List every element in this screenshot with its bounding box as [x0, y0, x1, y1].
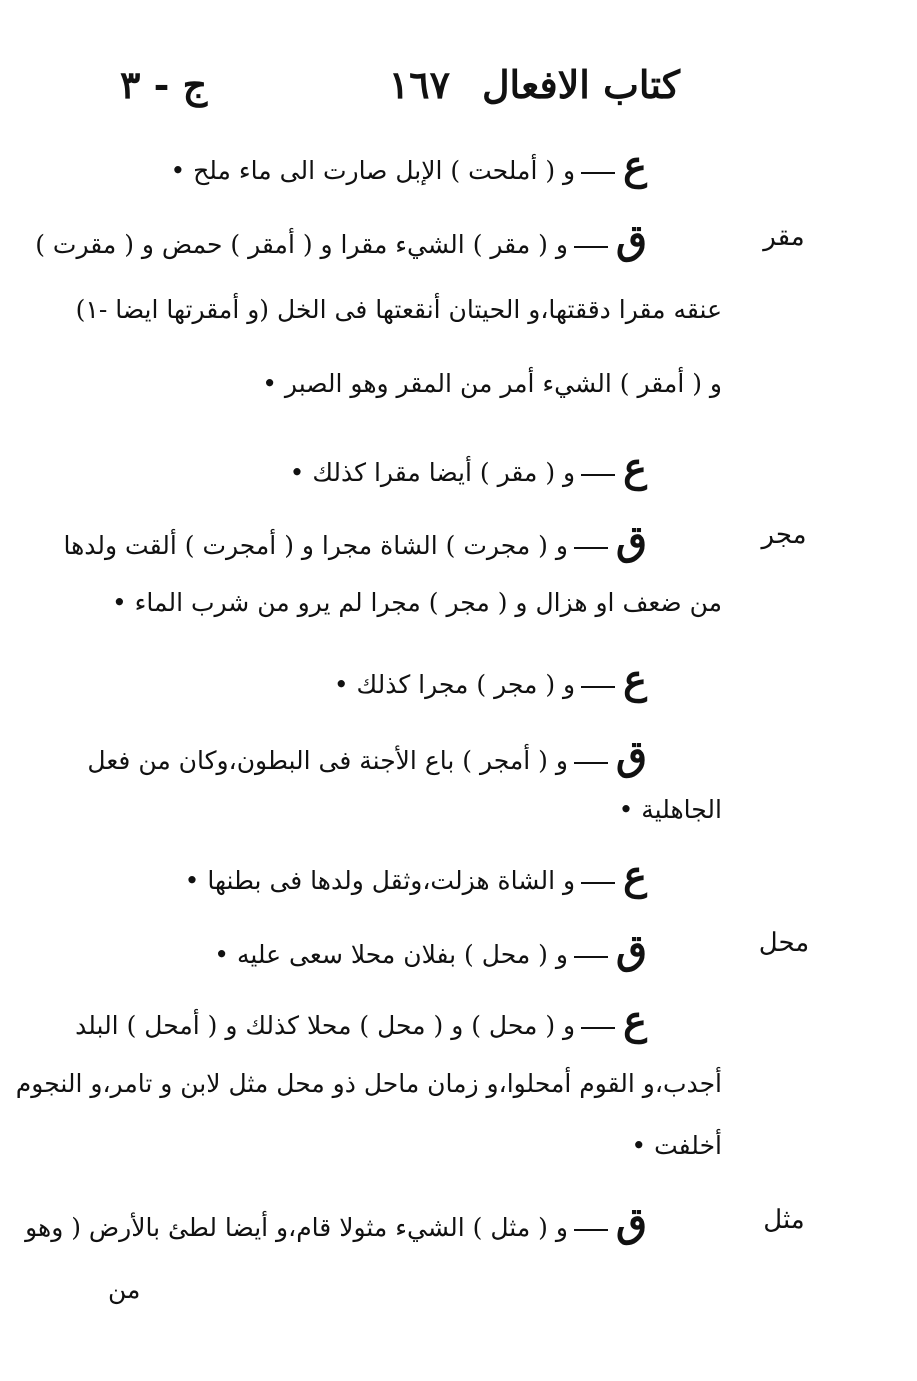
entry-marker: ق: [615, 732, 647, 779]
line-text: و ( مقر ) أيضا مقرا كذلك •: [289, 458, 576, 487]
page-header: [100, 62, 700, 122]
line-text: و ( محل ) بفلان محلا سعى عليه •: [214, 940, 568, 969]
line-text: و ( محل ) و ( محل ) محلا كذلك و ( أمحل ) البلد: [75, 1011, 576, 1040]
entry-marker: ع: [623, 997, 647, 1044]
text-line: [25, 1195, 647, 1251]
line-text: و الشاة هزلت،وثقل ولدها فى بطنها •: [184, 866, 576, 895]
entry-marker: ع: [623, 656, 647, 703]
margin-root-majr: مجر: [761, 520, 807, 550]
line-text: و ( أمجر ) باع الأجنة فى البطون،وكان من فعل: [87, 746, 568, 775]
entry-marker: ق: [615, 216, 647, 263]
line-text: و ( مجرت ) الشاة مجرا و ( أمجرت ) ألقت ولدها: [63, 531, 568, 560]
line-text: و ( أملحت ) الإبل صارت الى ماء ملح •: [170, 156, 576, 185]
text-line: [214, 922, 647, 978]
line-text: الجاهلية •: [618, 795, 722, 824]
text-line: [112, 585, 722, 620]
text-line: [108, 1272, 140, 1307]
entry-marker: ق: [615, 926, 647, 973]
text-line: [87, 728, 647, 784]
line-text: أخلفت •: [631, 1131, 722, 1160]
text-line: [619, 792, 722, 827]
text-line: [75, 993, 647, 1049]
text-line: [170, 138, 647, 194]
text-line: [334, 652, 647, 708]
entry-marker: ع: [623, 852, 647, 899]
text-line: [63, 513, 647, 569]
line-text: أجدب،و القوم أمحلوا،و زمان ماحل ذو محل مثل لابن و تامر،و النجوم: [15, 1069, 722, 1098]
margin-root-mahl: محل: [758, 928, 810, 958]
line-text: و ( أمقر ) الشيء أمر من المقر وهو الصبر •: [262, 369, 722, 398]
line-text: عنقه مقرا دققتها،و الحيتان أنقعتها فى الخل (و أمقرتها ايضا -١): [75, 295, 722, 324]
margin-root-maqr: مقر: [763, 222, 805, 252]
book-title: كتاب الافعال: [481, 62, 680, 107]
text-line: [35, 212, 647, 268]
entry-marker: ق: [615, 1199, 647, 1246]
volume-number: ج - ٣: [120, 62, 208, 107]
line-text: و ( مقر ) الشيء مقرا و ( أمقر ) حمض و ( مقرت ): [35, 230, 568, 259]
text-line: [185, 848, 647, 904]
text-line: [631, 1128, 722, 1163]
line-text: و ( مثل ) الشيء مثولا قام،و أيضا لطئ بالأرض ( وهو: [25, 1213, 568, 1242]
entry-marker: ع: [623, 142, 647, 189]
text-line: [16, 1066, 722, 1101]
text-line: [262, 366, 722, 401]
text-line: [76, 292, 722, 327]
entry-marker: ع: [623, 444, 647, 491]
line-text: من: [108, 1275, 141, 1304]
line-text: و ( مجر ) مجرا كذلك •: [333, 670, 576, 699]
text-line: [290, 440, 647, 496]
line-text: من ضعف او هزال و ( مجر ) مجرا لم يرو من شرب الماء •: [111, 588, 722, 617]
page-number: ١٦٧: [388, 62, 450, 107]
margin-root-mathl: مثل: [763, 1205, 805, 1235]
entry-marker: ق: [615, 517, 647, 564]
